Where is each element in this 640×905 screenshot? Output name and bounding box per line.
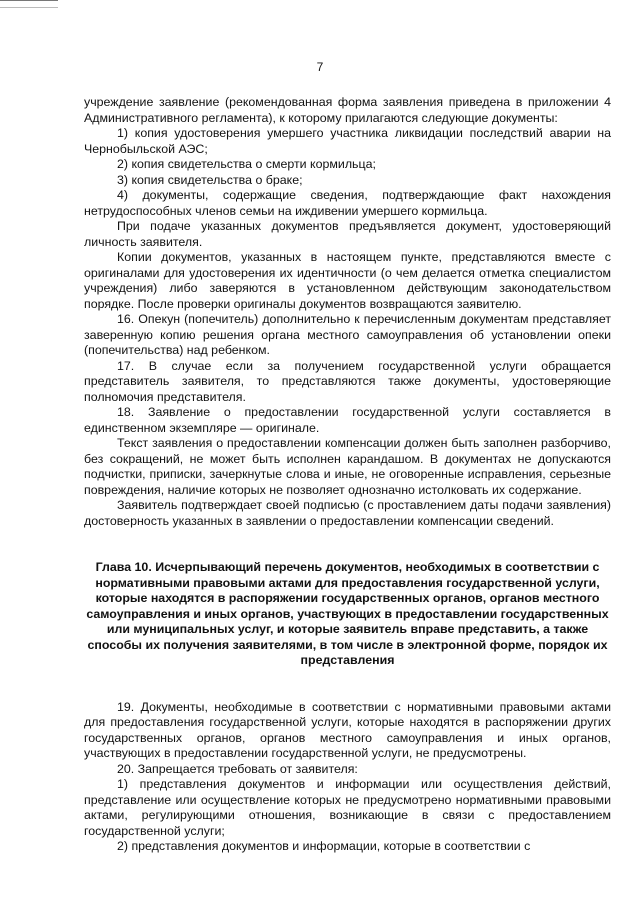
list-item-1: 1) копия удостоверения умершего участника ликвидации последствий аварии на Чернобыльской АЭС;: [84, 126, 611, 156]
paragraph-17: 17. В случае если за получением государственной услуги обращается представитель заявителя, то представляются также документы, удостоверяющие полномочия представителя.: [84, 358, 611, 404]
scan-edge-mark: [0, 0, 58, 8]
list-item-2: 2) копия свидетельства о смерти кормильца;: [117, 157, 376, 171]
paragraph-18: 18. Заявление о предоставлении государственной услуги составляется в единственном экземпляре — оригинале.: [84, 405, 611, 435]
paragraph-19: 19. Документы, необходимые в соответствии с нормативными правовыми актами для предоставления государственной услуги, которые находятся в распоряжении других государственных органов, органов местного самоуправления и иных органов, участвующих в предоставлении государственной услуги, не предусмотрены.: [84, 699, 611, 760]
paragraph-16: 16. Опекун (попечитель) дополнительно к перечисленным документам представляет заверенную копию решения органа местного самоуправления об установлении опеки (попечительства) над ребенком.: [84, 312, 611, 357]
paragraph-application-text: Текст заявления о предоставлении компенсации должен быть заполнен разборчиво, без сокращений, не может быть исполнен карандашом. В документах не допускаются подчистки, приписки, зачеркнутые слова и иные, не оговоренные исправления, серьезные повреждения, наличие которых не позволяет однозначно истолковать их содержание.: [84, 436, 611, 497]
chapter-heading: Глава 10. Исчерпывающий перечень документов, необходимых в соответствии с нормативными правовыми актами для предоставления государственной услуги, которые находятся в распоряжении государственных органов, органов местного самоуправления и иных органов, участвующих в предоставлении государственных или муниципальных услуг, и которые заявитель вправе представить, а также способы их получения заявителями, в том числе в электронной форме, порядок их представления: [86, 560, 609, 667]
paragraph-continuation: учреждение заявление (рекомендованная форма заявления приведена в приложении 4 Административного регламента), к которому прилагаются следующие документы:: [84, 95, 611, 125]
paragraph-copies: Копии документов, указанных в настоящем пункте, представляются вместе с оригиналами для удостоверения их идентичности (о чем делается отметка специалистом учреждения) либо заверяются в установленном действующим законодательством порядке. После проверки оригиналы документов возвращаются заявителю.: [84, 250, 611, 311]
list-item-4: 4) документы, содержащие сведения, подтверждающие факт нахождения нетрудоспособных членов семьи на иждивении умершего кормильца.: [84, 188, 611, 218]
paragraph-20-item-2: 2) представления документов и информации, которые в соответствии с: [117, 839, 531, 853]
document-body: [84, 95, 611, 855]
paragraph-20: 20. Запрещается требовать от заявителя:: [117, 761, 358, 776]
paragraph-signature: Заявитель подтверждает своей подписью (с проставлением даты подачи заявления) достоверность указанных в заявлении о предоставлении компенсации сведений.: [84, 498, 611, 528]
page-number: 7: [316, 60, 324, 74]
list-item-3: 3) копия свидетельства о браке;: [117, 172, 303, 187]
paragraph-identity-document: При подаче указанных документов предъявляется документ, удостоверяющий личность заявителя.: [84, 219, 611, 249]
paragraph-20-item-1: 1) представления документов и информации или осуществления действий, представление или осуществление которых не предусмотрено нормативными правовыми актами, регулирующими отношения, возникающие в связи с предоставлением государственной услуги;: [84, 777, 611, 838]
